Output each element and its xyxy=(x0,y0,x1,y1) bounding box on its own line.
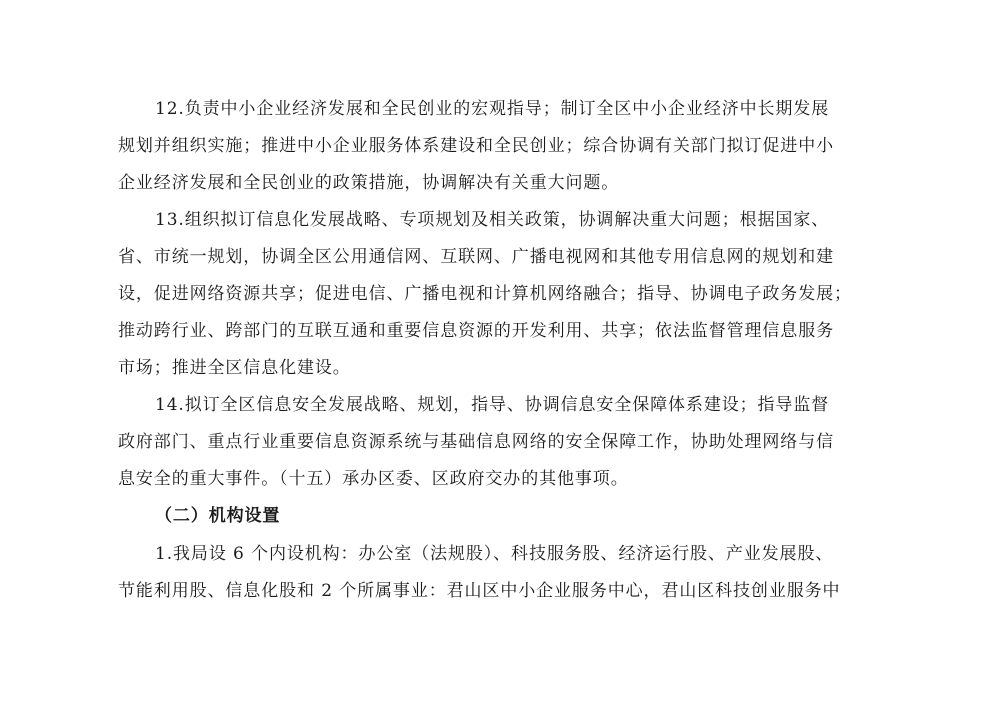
paragraph-12-line-2: 规划并组织实施；推进中小企业服务体系建设和全民创业；综合协调有关部门拟订促进中小 xyxy=(118,136,834,156)
paragraph-13-line-1: 13.组织拟订信息化发展战略、专项规划及相关政策，协调解决重大问题；根据国家、 xyxy=(155,210,830,230)
paragraph-13-line-3: 设，促进网络资源共享；促进电信、广播电视和计算机网络融合；指导、协调电子政务发展； xyxy=(118,284,852,304)
paragraph-14-line-2: 政府部门、重点行业重要信息资源系统与基础信息网络的安全保障工作，协助处理网络与信 xyxy=(118,432,834,452)
paragraph-1-line-1: 1.我局设 6 个内设机构：办公室（法规股）、科技服务股、经济运行股、产业发展股、 xyxy=(155,544,834,564)
paragraph-12-line-1: 12.负责中小企业经济发展和全民创业的宏观指导；制订全区中小企业经济中长期发展 xyxy=(155,99,830,119)
paragraph-13-line-5: 市场；推进全区信息化建设。 xyxy=(118,358,351,378)
section-heading: （二）机构设置 xyxy=(155,506,281,526)
paragraph-13-line-4: 推动跨行业、跨部门的互联互通和重要信息资源的开发利用、共享；依法监督管理信息服务 xyxy=(118,321,834,341)
paragraph-14-line-3: 息安全的重大事件。（十五）承办区委、区政府交办的其他事项。 xyxy=(118,469,629,489)
paragraph-13-line-2: 省、市统一规划，协调全区公用通信网、互联网、广播电视网和其他专用信息网的规划和建 xyxy=(118,247,834,267)
paragraph-1-line-2: 节能利用股、信息化股和 2 个所属事业：君山区中小企业服务中心，君山区科技创业服务中 xyxy=(118,581,841,601)
paragraph-12-line-3: 企业经济发展和全民创业的政策措施，协调解决有关重大问题。 xyxy=(118,173,620,193)
paragraph-14-line-1: 14.拟订全区信息安全发展战略、规划，指导、协调信息安全保障体系建设；指导监督 xyxy=(155,395,830,415)
